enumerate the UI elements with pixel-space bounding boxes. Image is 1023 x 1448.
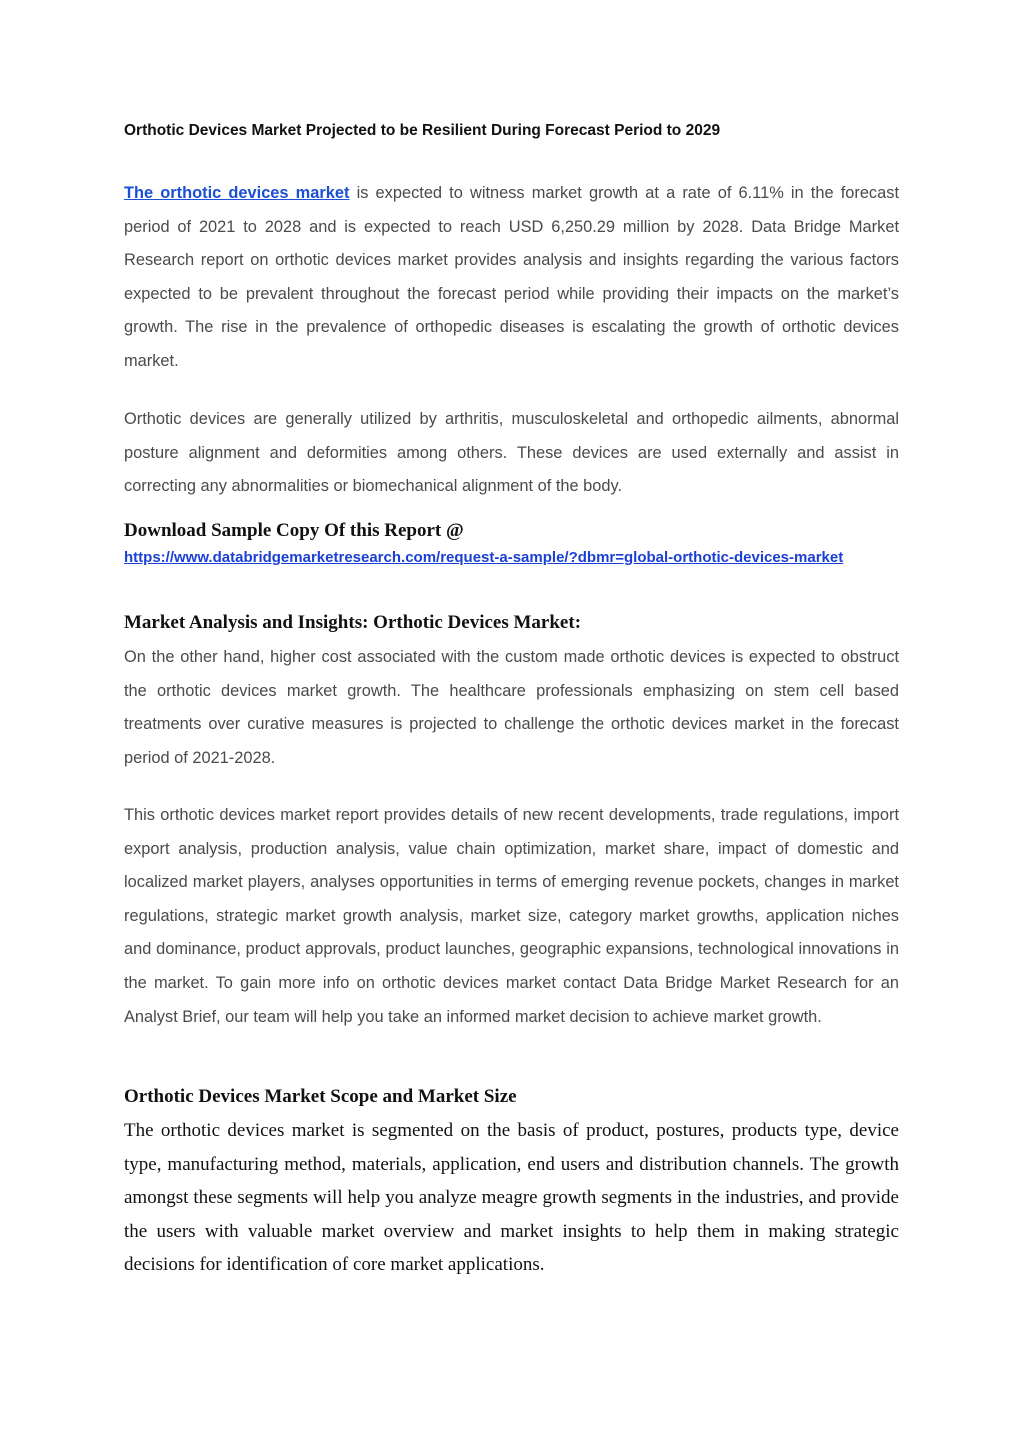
download-sample-heading: Download Sample Copy Of this Report @ [124, 520, 464, 541]
market-scope-heading: Orthotic Devices Market Scope and Market Size [124, 1086, 517, 1107]
intro-text: is expected to witness market growth at a rate of 6.11% in the forecast period of 2021 to 2028 and is expected to reach USD 6,250.29 million by 2028. Data Bridge Market Research report on orthotic devices market provides analysis and insights regarding the various factors expected to be prevalent throughout the forecast period while providing their impacts on the market’s growth. The rise in the prevalence of orthopedic diseases is escalating the growth of orthotic devices market. [124, 184, 899, 370]
sample-request-link[interactable]: https://www.databridgemarketresearch.com/request-a-sample/?dbmr=global-orthotic-devices-market [124, 549, 844, 566]
report-details-paragraph: This orthotic devices market report provides details of new recent developments, trade regulations, import export analysis, production analysis, value chain optimization, market share, impact of domestic and localized market players, analyses opportunities in terms of emerging revenue pockets, changes in market regulations, strategic market growth analysis, market size, category market growths, application niches and dominance, product approvals, product launches, geographic expansions, technological innovations in the market. To gain more info on orthotic devices market contact Data Bridge Market Research for an Analyst Brief, our team will help you take an informed market decision to achieve market growth. [124, 806, 899, 1026]
document-title: Orthotic Devices Market Projected to be Resilient During Forecast Period to 2029 [124, 122, 721, 139]
orthotic-devices-market-link[interactable]: The orthotic devices market [124, 184, 350, 202]
intro-paragraph [124, 177, 899, 379]
market-analysis-heading: Market Analysis and Insights: Orthotic Devices Market: [124, 612, 582, 633]
market-analysis-paragraph: On the other hand, higher cost associated with the custom made orthotic devices is expected to obstruct the orthotic devices market growth. The healthcare professionals emphasizing on stem cell based treatments over curative measures is projected to challenge the orthotic devices market in the forecast period of 2021-2028. [124, 648, 899, 767]
market-scope-paragraph: The orthotic devices market is segmented on the basis of product, postures, products type, device type, manufacturing method, materials, application, end users and distribution channels. The growth amongst these segments will help you analyze meagre growth segments in the industries, and provide the users with valuable market overview and market insights to help them in making strategic decisions for identification of core market applications. [124, 1120, 899, 1276]
devices-description-paragraph: Orthotic devices are generally utilized by arthritis, musculoskeletal and orthopedic ailments, abnormal posture alignment and deformities among others. These devices are used externally and assist in correcting any abnormalities or biomechanical alignment of the body. [124, 410, 899, 496]
